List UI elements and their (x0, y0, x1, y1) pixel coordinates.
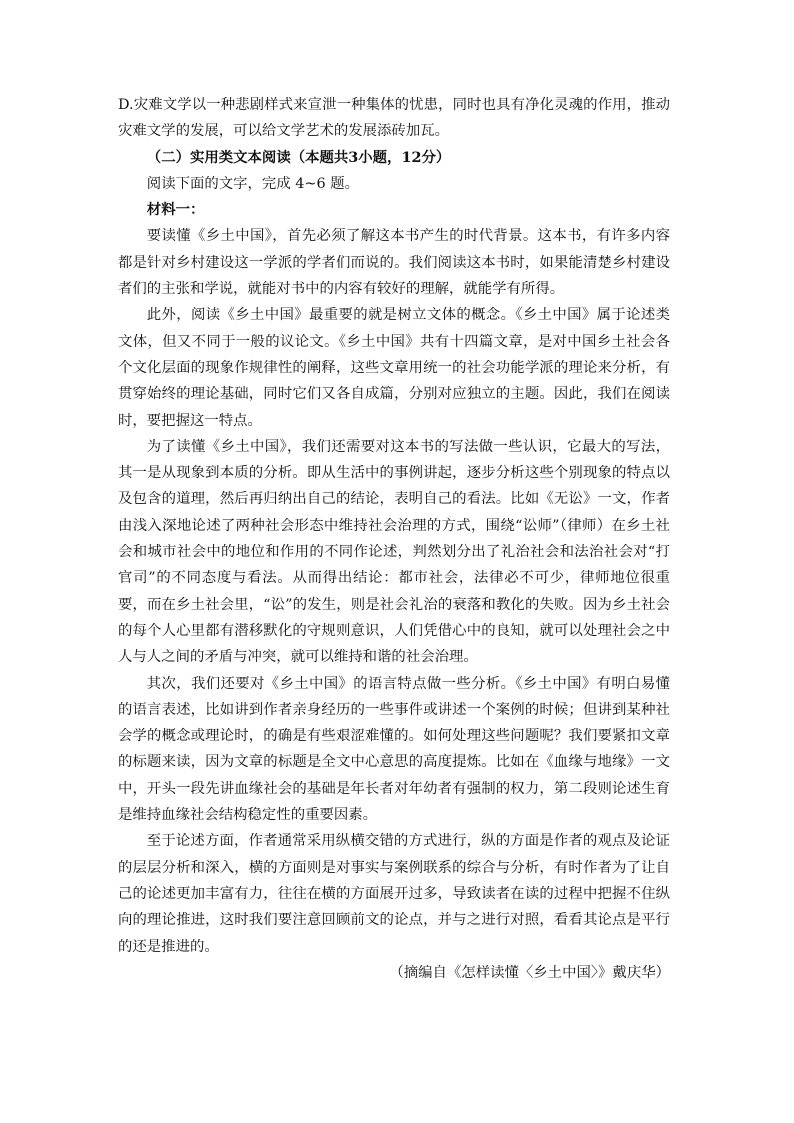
paragraph: 要读懂《乡土中国》，首先必须了解这本书产生的时代背景。这本书，有许多内容都是针对乡村建设这一学派的学者们而说的。我们阅读这本书时，如果能清楚乡村建设者们的主张和学说，就能对书中的内容有较好的理解，就能学有所得。 (118, 228, 670, 298)
paragraph: 此外，阅读《乡土中国》最重要的就是树立文体的概念。《乡土中国》属于论述类文体，但又不同于一般的议论文。《乡土中国》共有十四篇文章，是对中国乡土社会各个文化层面的现象作规律性的阐释，这些文章用统一的社会功能学派的理论来分析，有贯穿始终的理论基础，同时它们又各自成篇，分别对应独立的主题。因此，我们在阅读时，要把握这一特点。 (118, 307, 670, 429)
source-citation: （摘编自《怎样读懂〈乡土中国〉》戴庆华） (389, 964, 670, 981)
material-label: 材料一： (146, 201, 205, 219)
paragraph: 其次，我们还要对《乡土中国》的语言特点做一些分析。《乡土中国》有明白易懂的语言表述，比如讲到作者亲身经历的一些事件或讲述一个案例的时候；但讲到某种社会学的概念或理论时，的确是有些艰涩难懂的。如何处理这些问题呢？我们要紧扣文章的标题来读，因为文章的标题是全文中心意思的高度提炼。比如在《血缘与地缘》一文中，开头一段先讲血缘社会的基础是年长者对年幼者有强制的权力，第二段则论述生育是维持血缘社会结构稳定性的重要因素。 (118, 675, 670, 824)
option-d-text: D.灾难文学以一种悲剧样式来宣泄一种集体的忧患，同时也具有净化灵魂的作用，推动灾难文学的发展，可以给文学艺术的发展添砖加瓦。 (118, 97, 670, 140)
document-page (118, 92, 670, 986)
instruction-text: 阅读下面的文字，完成 4~6 题。 (146, 175, 360, 192)
paragraph: 至于论述方面，作者通常采用纵横交错的方式进行，纵的方面是作者的观点及论证的层层分析和深入，横的方面则是对事实与案例联系的综合与分析，有时作者为了让自己的论述更加丰富有力，往往在横的方面展开过多，导致读者在读的过程中把握不住纵向的理论推进，这时我们要注意回顾前文的论点，并与之进行对照，看看其论点是平行的还是推进的。 (118, 833, 670, 955)
paragraph: 为了读懂《乡土中国》，我们还需要对这本书的写法做一些认识，它最大的写法，其一是从现象到本质的分析。即从生活中的事例讲起，逐步分析这些个别现象的特点以及包含的道理，然后再归纳出自己的结论，表明自己的看法。比如《无讼》一文，作者由浅入深地论述了两种社会形态中维持社会治理的方式，围绕“讼师”（律师）在乡土社会和城市社会中的地位和作用的不同作论述，判然划分出了礼治社会和法治社会对“打官司”的不同态度与看法。从而得出结论：都市社会，法律必不可少，律师地位很重要，而在乡土社会里，“讼”的发生，则是社会礼治的衰落和教化的失败。因为乡土社会的每个人心里都有潜移默化的守规则意识，人们凭借心中的良知，就可以处理社会之中人与人之间的矛盾与冲突，就可以维持和谐的社会治理。 (118, 438, 670, 666)
section-title: （二）实用类文本阅读（本题共3小题，12分） (146, 148, 451, 166)
